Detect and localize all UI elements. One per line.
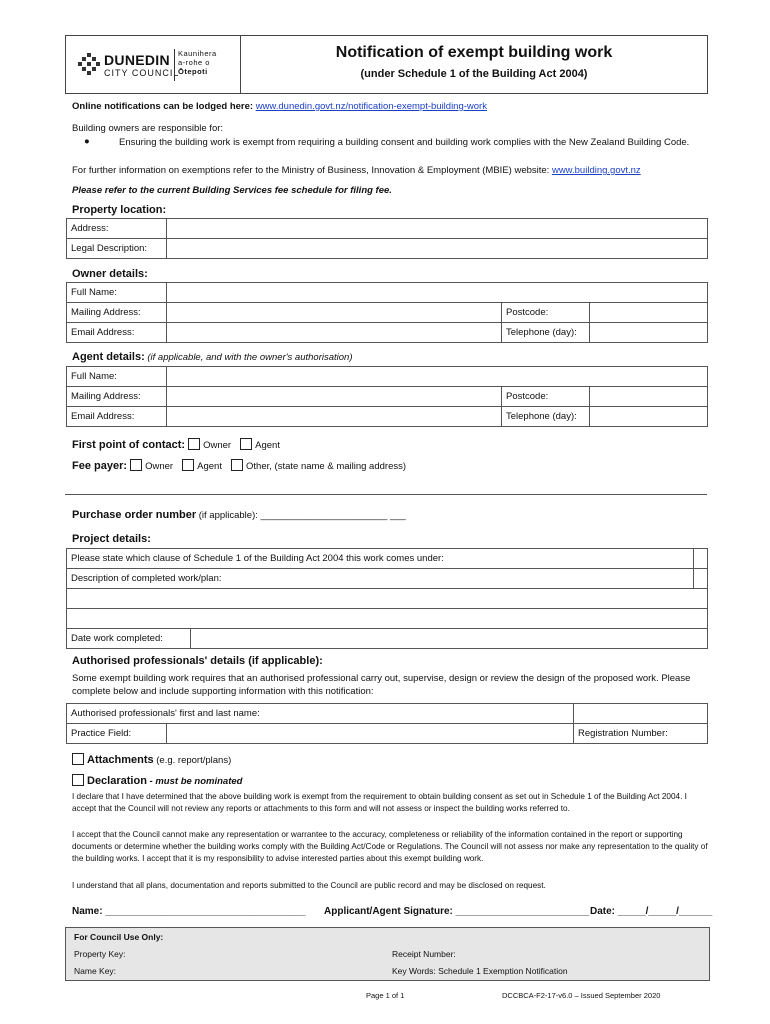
property-key: Property Key: xyxy=(74,949,126,959)
contact-owner-checkbox[interactable] xyxy=(188,438,200,450)
project-table xyxy=(66,548,708,649)
professional-name-field[interactable] xyxy=(574,704,708,724)
online-link[interactable]: www.dunedin.govt.nz/notification-exempt-building-work xyxy=(255,101,487,112)
description-line-1[interactable] xyxy=(67,589,708,609)
address-label: Address: xyxy=(67,219,167,239)
agent-table xyxy=(66,366,708,427)
owner-postcode-field[interactable] xyxy=(590,303,708,323)
owner-mailing-field[interactable] xyxy=(167,303,502,323)
property-table xyxy=(66,218,708,259)
agent-telephone-label: Telephone (day): xyxy=(502,407,590,427)
divider xyxy=(65,494,707,495)
mbie-link[interactable]: www.building.govt.nz xyxy=(551,165,641,176)
description-field[interactable] xyxy=(693,569,708,589)
owner-email-label: Email Address: xyxy=(67,323,167,343)
description-line-2[interactable] xyxy=(67,609,708,629)
further-info: For further information on exemptions refer to the Ministry of Business, Innovation & Employment (MBIE) website: www.building.govt.nz xyxy=(72,165,641,176)
online-notice: Online notifications can be lodged here: www.dunedin.govt.nz/notification-exempt-building-work xyxy=(72,101,487,112)
property-heading: Property location: xyxy=(72,204,167,216)
date-signature-line[interactable]: Date: _____/_____/______ xyxy=(590,906,713,917)
clause-label: Please state which clause of Schedule 1 of the Building Act 2004 this work comes under: xyxy=(67,549,694,569)
key-words: Key Words: Schedule 1 Exemption Notification xyxy=(392,966,568,976)
logo-maori-text: Kaunihera a-rohe o Ōtepoti xyxy=(178,49,217,76)
page-number: Page 1 of 1 xyxy=(366,991,405,1000)
practice-field-input[interactable] xyxy=(167,724,574,744)
fee-agent-checkbox[interactable] xyxy=(182,459,194,471)
fee-note: Please refer to the current Building Services fee schedule for filing fee. xyxy=(72,185,392,196)
owner-email-field[interactable] xyxy=(167,323,502,343)
owner-name-field[interactable] xyxy=(167,283,708,303)
purchase-order-row: Purchase order number (if applicable): ________________________ ___ xyxy=(72,509,406,521)
owner-telephone-label: Telephone (day): xyxy=(502,323,590,343)
agent-mailing-label: Mailing Address: xyxy=(67,387,167,407)
attachments-row: Attachments (e.g. report/plans) xyxy=(72,753,231,766)
agent-name-field[interactable] xyxy=(167,367,708,387)
owner-table xyxy=(66,282,708,343)
form-title: Notification of exempt building work xyxy=(335,44,613,61)
form-subtitle: (under Schedule 1 of the Building Act 2004) xyxy=(360,68,588,80)
receipt-number: Receipt Number: xyxy=(392,949,456,959)
legal-label: Legal Description: xyxy=(67,239,167,259)
declaration-p3: I understand that all plans, documentation and reports submitted to the Council are public record and may be disclosed on request. xyxy=(72,881,546,890)
bullet-text: Ensuring the building work is exempt from requiring a building consent and building work complies with the New Zealand Building Code. xyxy=(119,137,690,148)
date-label: Date work completed: xyxy=(67,629,191,649)
name-signature-line[interactable]: Name: ____________________________________ xyxy=(72,906,306,917)
fee-other-checkbox[interactable] xyxy=(231,459,243,471)
fee-payer-row: Fee payer: Owner Agent Other, (state name & mailing address) xyxy=(72,460,407,472)
agent-email-field[interactable] xyxy=(167,407,502,427)
logo-main-text: DUNEDIN xyxy=(104,52,170,68)
agent-telephone-field[interactable] xyxy=(590,407,708,427)
applicant-signature-line[interactable]: Applicant/Agent Signature: ________________________ xyxy=(324,906,590,917)
professionals-heading: Authorised professionals' details (if applicable): xyxy=(72,655,323,667)
professionals-table xyxy=(66,703,708,744)
agent-heading: Agent details: (if applicable, and with the owner's authorisation) xyxy=(72,351,353,363)
council-logo xyxy=(66,36,241,93)
council-emblem-icon xyxy=(78,53,100,75)
header-box xyxy=(65,35,708,94)
agent-mailing-field[interactable] xyxy=(167,387,502,407)
council-heading: For Council Use Only: xyxy=(74,932,164,942)
date-field[interactable] xyxy=(191,629,708,649)
form-code: DCCBCA-F2-17-v6.0 – Issued September 2020 xyxy=(502,991,661,1000)
attachments-checkbox[interactable] xyxy=(72,753,84,765)
agent-postcode-label: Postcode: xyxy=(502,387,590,407)
declaration-p1: I declare that I have determined that the above building work is exempt from the requirement to obtain building consent as set out in Schedule 1 of the Building Act 2004. I accept that the Council will not review any reports or attachments to this form and will not assess or inspect the building works referred to. xyxy=(72,792,687,813)
owner-heading: Owner details: xyxy=(72,268,148,280)
agent-postcode-field[interactable] xyxy=(590,387,708,407)
logo-sub-text: CITY COUNCIL xyxy=(104,68,180,78)
bullet-icon: ● xyxy=(84,136,90,147)
owners-responsible: Building owners are responsible for: xyxy=(72,123,224,134)
agent-name-label: Full Name: xyxy=(67,367,167,387)
clause-field[interactable] xyxy=(693,549,708,569)
declaration-row: Declaration - must be nominated xyxy=(72,774,242,787)
first-contact-row: First point of contact: Owner Agent xyxy=(72,439,280,451)
address-field[interactable] xyxy=(167,219,708,239)
project-heading: Project details: xyxy=(72,533,151,545)
owner-name-label: Full Name: xyxy=(67,283,167,303)
council-use-box xyxy=(65,927,710,981)
declaration-checkbox[interactable] xyxy=(72,774,84,786)
owner-telephone-field[interactable] xyxy=(590,323,708,343)
description-label: Description of completed work/plan: xyxy=(67,569,694,589)
professionals-para: Some exempt building work requires that an authorised professional carry out, supervise, design or review the design of the proposed work. Please complete below and include supporting information with this notification: xyxy=(72,673,691,697)
owner-mailing-label: Mailing Address: xyxy=(67,303,167,323)
professional-name-label: Authorised professionals' first and last name: xyxy=(67,704,574,724)
fee-owner-checkbox[interactable] xyxy=(130,459,142,471)
agent-email-label: Email Address: xyxy=(67,407,167,427)
legal-field[interactable] xyxy=(167,239,708,259)
declaration-p2: I accept that the Council cannot make any representation or warrantee to the accuracy, completeness or reliability of the information contained in the report or supporting documents or determine whether the building works comply with the Building Act/Code or Regulations. The Council will not assess nor make any representation to the quality of the building works. I accept that it is my responsibility to advise interested parties about this exempt building work. xyxy=(72,830,708,863)
registration-cell: Registration Number: xyxy=(574,724,708,744)
owner-postcode-label: Postcode: xyxy=(502,303,590,323)
practice-field-label: Practice Field: xyxy=(67,724,167,744)
contact-agent-checkbox[interactable] xyxy=(240,438,252,450)
name-key: Name Key: xyxy=(74,966,117,976)
